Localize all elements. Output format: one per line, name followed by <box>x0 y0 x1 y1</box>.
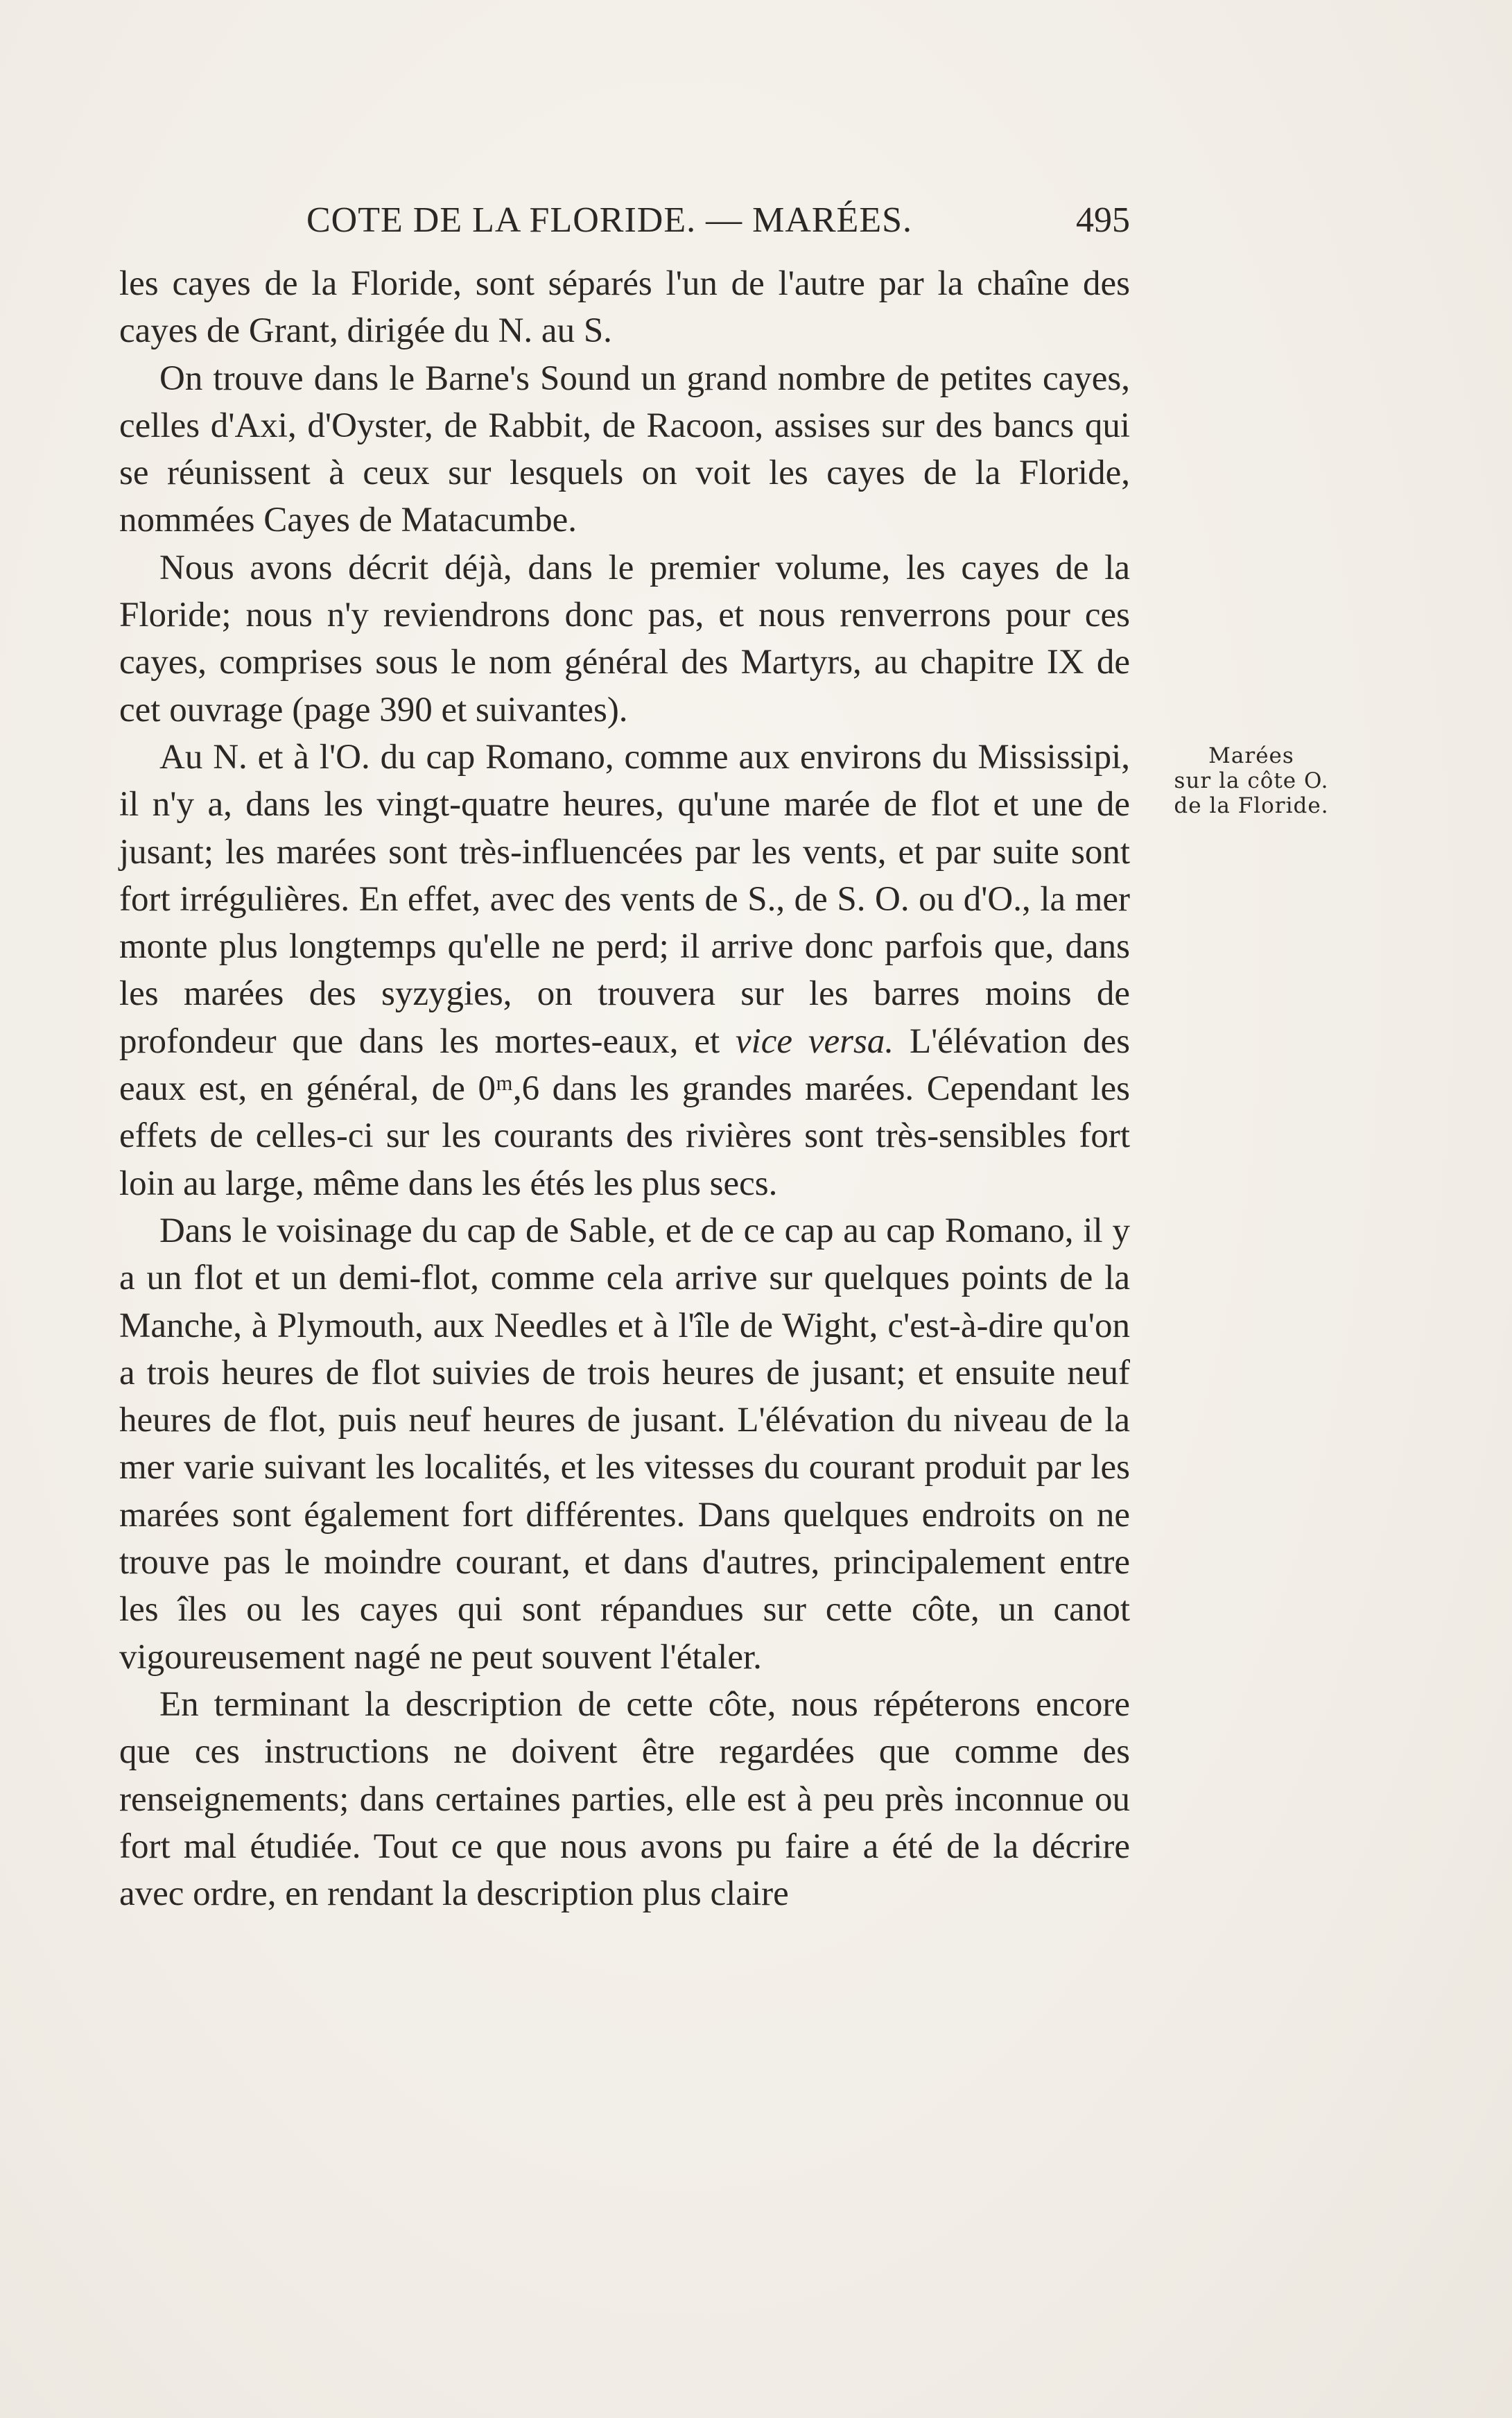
margin-note-line-2: sur la côte O. <box>1174 768 1329 793</box>
paragraph-4-start: Au N. et à l'O. du cap Romano, comme aux environs du Mississipi, il n'y a, dans les vingt-quatre heures, qu'une marée de flot et une de jusant; les marées sont très-influencées par les vents, et par suite sont fort irrégulières. En effet, avec des vents de S., de S. O. ou d'O., la mer monte plus longtemps qu'elle ne perd; il arrive donc parfois que, dans les marées des syzygies, on trouvera sur les barres moins de profondeur que dans les mortes-eaux, et <box>119 737 1130 1061</box>
paragraph-2: On trouve dans le Barne's Sound un grand nombre de petites cayes, celles d'Axi, d'Oyster, de Rabbit, de Racoon, assises sur des bancs qui se réunissent à ceux sur lesquels on voit les cayes de la Floride, nommées Cayes de Matacumbe. <box>119 359 1130 540</box>
margin-note-line-3: de la Floride. <box>1174 793 1329 818</box>
paragraph-4 <box>119 734 1130 1207</box>
running-head: COTE DE LA FLORIDE. — MARÉES. <box>306 200 912 240</box>
page-number: 495 <box>1076 200 1130 240</box>
paragraph-3: Nous avons décrit déjà, dans le premier volume, les cayes de la Floride; nous n'y reviendrons donc pas, et nous renverrons pour ces cayes, comprises sous le nom général des Martyrs, au chapitre IX de cet ouvrage (page 390 et suivantes). <box>119 548 1130 729</box>
paragraph-4-italic: vice versa. <box>735 1021 894 1061</box>
paragraph-6: En terminant la description de cette côte, nous répéterons encore que ces instructions ne doivent être regardées que comme des renseignements; dans certaines parties, elle est à peu près inconnue ou fort mal étudiée. Tout ce que nous avons pu faire a été de la décrire avec ordre, en rendant la description plus claire <box>119 1684 1130 1914</box>
margin-note-line-1: Marées <box>1208 743 1294 768</box>
body-text <box>119 260 1130 1917</box>
paragraph-5: Dans le voisinage du cap de Sable, et de ce cap au cap Romano, il y a un flot et un demi-flot, comme cela arrive sur quelques points de la Manche, à Plymouth, aux Needles et à l'île de Wight, c'est-à-dire qu'on a trois heures de flot suivies de trois heures de jusant; et ensuite neuf heures de flot, puis neuf heures de jusant. L'élévation du niveau de la mer varie suivant les localités, et les vitesses du courant produit par les marées sont également fort différentes. Dans quelques endroits on ne trouve pas le moindre courant, et dans d'autres, principalement entre les îles ou les cayes qui sont répandues sur cette côte, un canot vigoureusement nagé ne peut souvent l'étaler. <box>119 1211 1130 1677</box>
paragraph-1: les cayes de la Floride, sont séparés l'un de l'autre par la chaîne des cayes de Grant, dirigée du N. au S. <box>119 264 1130 351</box>
paragraph-4-end: L'élévation des eaux est, en général, de 0ᵐ,6 dans les grandes marées. Cependant les effets de celles-ci sur les courants des rivières sont très-sensibles fort loin au large, même dans les étés les plus secs. <box>119 1021 1131 1203</box>
margin-note <box>1165 743 1338 818</box>
page-header <box>119 196 1130 245</box>
